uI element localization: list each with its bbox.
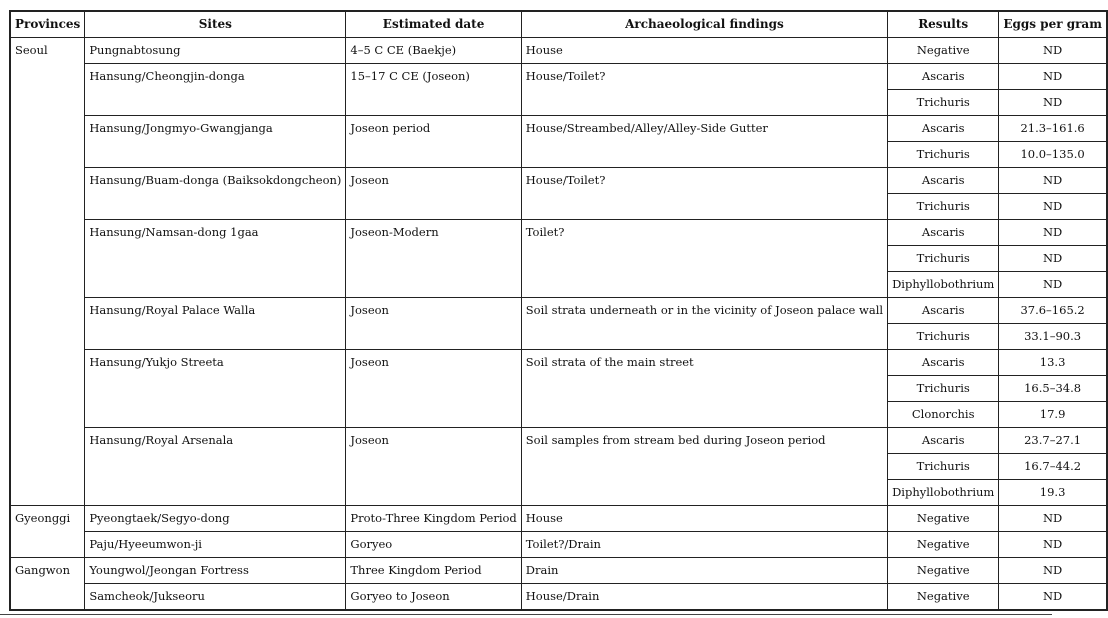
findings-cell: Soil strata of the main street: [521, 350, 887, 428]
epg-cell: ND: [999, 64, 1107, 90]
epg-cell: ND: [999, 558, 1107, 584]
result-cell: Negative: [888, 584, 999, 611]
header-provinces: Provinces: [10, 11, 85, 38]
epg-cell: ND: [999, 220, 1107, 246]
findings-cell: Soil strata underneath or in the vicinity of Joseon palace wall: [521, 298, 887, 350]
table-row: [10, 558, 1107, 584]
epg-cell: ND: [999, 194, 1107, 220]
epg-cell: 13.3: [999, 350, 1107, 376]
epg-cell: 16.7–44.2: [999, 454, 1107, 480]
date-cell: 15–17 C CE (Joseon): [346, 64, 521, 116]
result-cell: Diphyllobothrium: [888, 480, 999, 506]
epg-cell: ND: [999, 38, 1107, 64]
findings-cell: House: [521, 506, 887, 532]
province-cell: Gangwon: [10, 558, 85, 611]
result-cell: Negative: [888, 558, 999, 584]
table-row: [10, 584, 1107, 611]
epg-cell: ND: [999, 506, 1107, 532]
header-row: [10, 11, 1107, 38]
date-cell: Goryeo to Joseon: [346, 584, 521, 611]
epg-cell: ND: [999, 246, 1107, 272]
date-cell: 4–5 C CE (Baekje): [346, 38, 521, 64]
date-cell: Joseon-Modern: [346, 220, 521, 298]
header-results: Results: [888, 11, 999, 38]
epg-cell: 16.5–34.8: [999, 376, 1107, 402]
parasite-findings-table: [9, 10, 1108, 611]
site-cell: Hansung/Buam-donga (Baiksokdongcheon): [85, 168, 346, 220]
epg-cell: 10.0–135.0: [999, 142, 1107, 168]
table-row: [10, 506, 1107, 532]
findings-cell: House/Drain: [521, 584, 887, 611]
findings-cell: Toilet?/Drain: [521, 532, 887, 558]
site-cell: Youngwol/Jeongan Fortress: [85, 558, 346, 584]
site-cell: Paju/Hyeeumwon-ji: [85, 532, 346, 558]
result-cell: Trichuris: [888, 246, 999, 272]
epg-cell: ND: [999, 168, 1107, 194]
bottom-divider: [0, 614, 1052, 615]
result-cell: Negative: [888, 532, 999, 558]
result-cell: Diphyllobothrium: [888, 272, 999, 298]
findings-cell: Toilet?: [521, 220, 887, 298]
site-cell: Pyeongtaek/Segyo-dong: [85, 506, 346, 532]
result-cell: Trichuris: [888, 90, 999, 116]
result-cell: Ascaris: [888, 64, 999, 90]
result-cell: Ascaris: [888, 428, 999, 454]
epg-cell: 21.3–161.6: [999, 116, 1107, 142]
province-cell: Gyeonggi: [10, 506, 85, 558]
result-cell: Trichuris: [888, 324, 999, 350]
epg-cell: ND: [999, 272, 1107, 298]
site-cell: Samcheok/Jukseoru: [85, 584, 346, 611]
result-cell: Trichuris: [888, 376, 999, 402]
result-cell: Ascaris: [888, 168, 999, 194]
site-cell: Hansung/Royal Palace Walla: [85, 298, 346, 350]
table-row: [10, 350, 1107, 376]
table-row: [10, 220, 1107, 246]
result-cell: Trichuris: [888, 194, 999, 220]
table-row: [10, 168, 1107, 194]
result-cell: Ascaris: [888, 116, 999, 142]
result-cell: Clonorchis: [888, 402, 999, 428]
result-cell: Negative: [888, 506, 999, 532]
epg-cell: 17.9: [999, 402, 1107, 428]
epg-cell: 19.3: [999, 480, 1107, 506]
date-cell: Joseon: [346, 428, 521, 506]
site-cell: Pungnabtosung: [85, 38, 346, 64]
province-cell: Seoul: [10, 38, 85, 506]
header-eggs-per-gram: Eggs per gram: [999, 11, 1107, 38]
site-cell: Hansung/Royal Arsenala: [85, 428, 346, 506]
epg-cell: 33.1–90.3: [999, 324, 1107, 350]
table-row: [10, 428, 1107, 454]
epg-cell: 37.6–165.2: [999, 298, 1107, 324]
table-row: [10, 298, 1107, 324]
epg-cell: ND: [999, 584, 1107, 611]
table-header: [10, 11, 1107, 38]
findings-cell: House/Toilet?: [521, 168, 887, 220]
site-cell: Hansung/Namsan-dong 1gaa: [85, 220, 346, 298]
header-archaeological-findings: Archaeological findings: [521, 11, 887, 38]
table-row: [10, 116, 1107, 142]
findings-cell: House/Streambed/Alley/Alley-Side Gutter: [521, 116, 887, 168]
parasite-findings-table-container: [9, 10, 1108, 611]
result-cell: Trichuris: [888, 454, 999, 480]
result-cell: Trichuris: [888, 142, 999, 168]
date-cell: Three Kingdom Period: [346, 558, 521, 584]
epg-cell: ND: [999, 90, 1107, 116]
result-cell: Ascaris: [888, 220, 999, 246]
site-cell: Hansung/Cheongjin-donga: [85, 64, 346, 116]
date-cell: Joseon period: [346, 116, 521, 168]
findings-cell: Soil samples from stream bed during Joseon period: [521, 428, 887, 506]
result-cell: Negative: [888, 38, 999, 64]
findings-cell: House: [521, 38, 887, 64]
findings-cell: House/Toilet?: [521, 64, 887, 116]
date-cell: Proto-Three Kingdom Period: [346, 506, 521, 532]
date-cell: Goryeo: [346, 532, 521, 558]
header-estimated-date: Estimated date: [346, 11, 521, 38]
site-cell: Hansung/Yukjo Streeta: [85, 350, 346, 428]
table-row: [10, 38, 1107, 64]
table-row: [10, 64, 1107, 90]
epg-cell: 23.7–27.1: [999, 428, 1107, 454]
epg-cell: ND: [999, 532, 1107, 558]
findings-cell: Drain: [521, 558, 887, 584]
header-sites: Sites: [85, 11, 346, 38]
result-cell: Ascaris: [888, 298, 999, 324]
table-body: [10, 38, 1107, 611]
table-row: [10, 532, 1107, 558]
date-cell: Joseon: [346, 298, 521, 350]
date-cell: Joseon: [346, 168, 521, 220]
result-cell: Ascaris: [888, 350, 999, 376]
date-cell: Joseon: [346, 350, 521, 428]
site-cell: Hansung/Jongmyo-Gwangjanga: [85, 116, 346, 168]
